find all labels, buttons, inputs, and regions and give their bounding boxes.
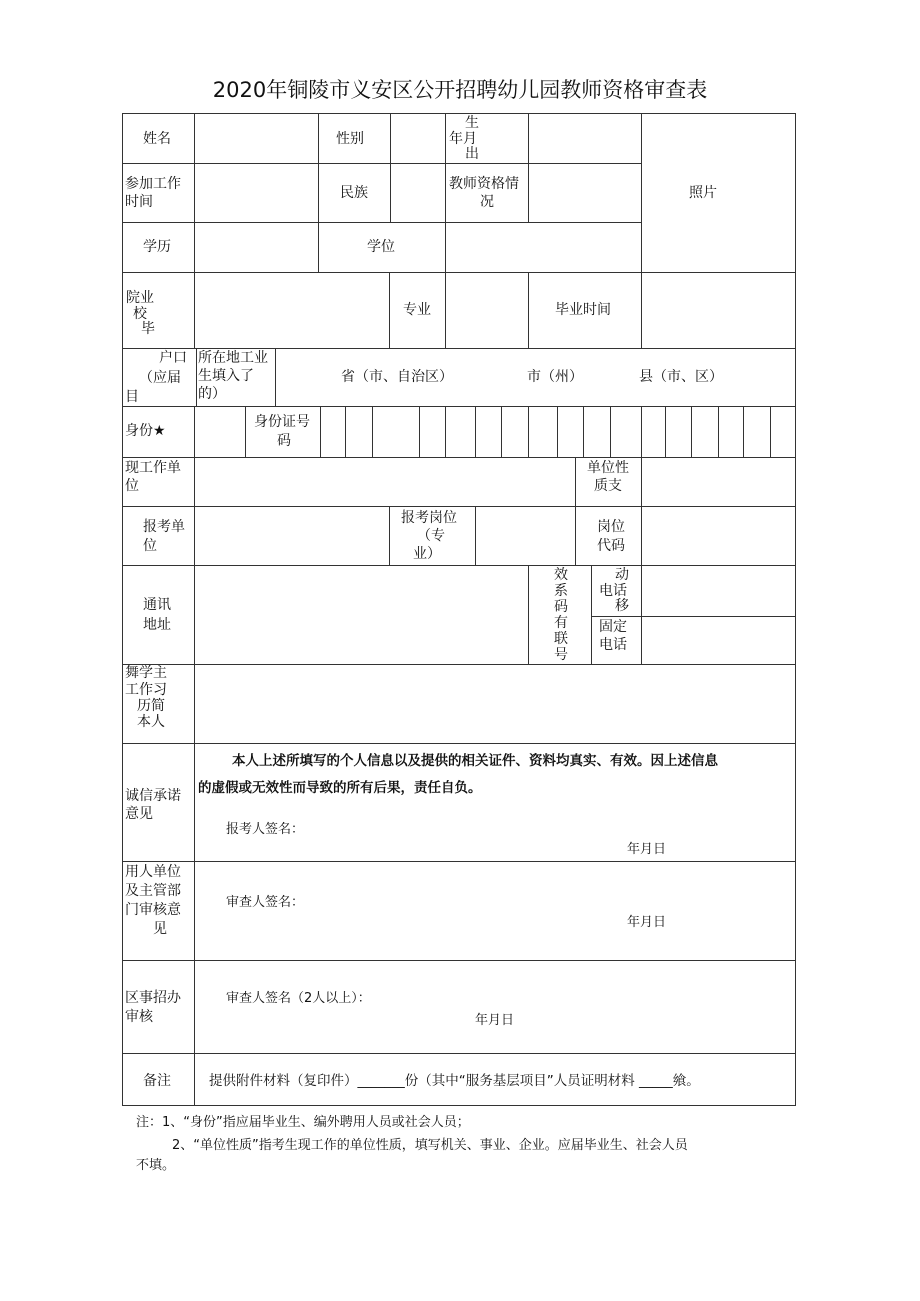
address-label-1: 通讯 [143,597,171,613]
current-unit-label-1: 现工作单 [125,460,181,476]
resume-label-3: 历简 [137,698,165,714]
gender-label: 性别 [336,131,364,147]
row-divider [123,960,795,961]
id-number-label-1: 身份证号 [254,414,310,430]
id-digit-divider [419,406,420,457]
row-divider [123,348,795,349]
column-divider [194,861,195,960]
column-divider [194,272,195,348]
landline-label-2: 电话 [599,637,627,653]
hukou-label-2: （应届 [139,370,181,386]
contact-vertical-1: 效 [554,567,568,583]
district-reviewer-signature-label: 审查人签名（2人以上）： [226,991,371,1006]
column-divider [528,114,529,222]
id-digit-divider [445,406,446,457]
column-divider [194,506,195,565]
resume-label-4: 本人 [137,714,165,730]
id-digit-divider [743,406,744,457]
column-divider [591,565,592,664]
contact-vertical-2: 系 [554,583,568,599]
post-code-label-1: 岗位 [597,519,625,535]
grad-time-label: 毕业时间 [555,302,611,318]
district-date: 年月日 [475,1013,515,1028]
contact-vertical-5: 联 [554,631,568,647]
column-divider [194,457,195,506]
mobile-label-3: 移 [615,598,629,614]
landline-label-1: 固定 [599,619,627,635]
applicant-date: 年月日 [627,842,667,857]
major-label: 专业 [403,302,431,318]
birth-label-bottom: 出 [465,146,479,162]
row-divider [123,457,795,458]
column-divider [320,406,321,457]
column-divider [475,506,476,565]
row-divider [123,1053,795,1054]
row-divider [591,616,795,617]
hukou-sub-label-2: 生填入了 [198,368,254,384]
id-number-label-2: 码 [277,433,291,449]
column-divider [389,272,390,348]
education-label: 学历 [143,239,171,255]
birth-label-mid: 年月 [449,131,477,147]
column-divider [196,348,197,406]
ethnicity-label: 民族 [340,185,368,201]
contact-vertical-6: 号 [554,647,568,663]
column-divider [194,406,195,457]
resume-label-2: 工作习 [125,682,167,698]
row-divider [123,565,795,566]
mobile-label-1: 动 [615,567,629,583]
id-digit-divider [372,406,373,457]
current-unit-label-2: 位 [125,478,139,494]
column-divider [245,406,246,457]
province-label: 省（市、自治区） [341,369,453,385]
column-divider [641,565,642,664]
apply-unit-label-1: 报考单 [143,519,185,535]
note-line-1: 注：1、“身份”指应届毕业生、编外聘用人员或社会人员； [136,1115,470,1130]
column-divider [390,114,391,222]
teacher-cert-label-1: 教师资格情 [449,176,519,192]
photo-label: 照片 [689,185,717,201]
id-digit-divider [475,406,476,457]
note-line-2: 2、“单位性质”指考生现工作的单位性质，填写机关、事业、企业。应届毕业生、社会人员 [172,1138,688,1153]
degree-label: 学位 [367,239,395,255]
id-digit-divider [501,406,502,457]
column-divider [445,114,446,272]
hukou-label-3: 目 [125,389,139,405]
mobile-label-2: 电话 [599,583,627,599]
address-label-2: 地址 [143,617,171,633]
contact-vertical-3: 码 [554,599,568,615]
column-divider [641,506,642,565]
id-digit-divider [345,406,346,457]
column-divider [275,348,276,406]
column-divider [528,272,529,348]
remarks-label: 备注 [143,1073,171,1089]
id-digit-divider [610,406,611,457]
apply-post-label-3: 业） [413,546,441,562]
column-divider [318,114,319,222]
id-digit-divider [718,406,719,457]
id-digit-divider [641,406,642,457]
id-digit-divider [528,406,529,457]
row-divider [123,743,795,744]
column-divider [318,222,319,272]
id-digit-divider [583,406,584,457]
apply-unit-label-2: 位 [143,538,157,554]
row-divider [123,861,795,862]
applicant-signature-label: 报考人签名： [226,822,305,837]
reviewer-date: 年月日 [627,915,667,930]
column-divider [389,506,390,565]
column-divider [194,960,195,1053]
district-review-label-2: 审核 [125,1009,153,1025]
id-digit-divider [665,406,666,457]
attachments-text: 提供附件材料（复印件）_______份（其中“服务基层项目”人员证明材料 _____飨。 [209,1073,700,1089]
pledge-text-line-1: 本人上述所填写的个人信息以及提供的相关证件、资料均真实、有效。因上述信息 [232,753,718,769]
id-digit-divider [770,406,771,457]
name-label: 姓名 [143,131,171,147]
form-title: 2020年铜陵市义安区公开招聘幼儿园教师资格审查表 [212,78,708,102]
work-time-label-1: 参加工作 [125,176,181,192]
county-label: 县（市、区） [639,369,723,385]
column-divider [194,743,195,861]
row-divider [123,664,795,665]
row-divider [123,506,795,507]
unit-nature-label-2: 质支 [594,478,622,494]
id-digit-divider [691,406,692,457]
employer-review-label-1: 用人单位 [125,864,181,880]
id-digit-divider [557,406,558,457]
column-divider [641,272,642,348]
employer-review-label-2: 及主管部 [125,883,181,899]
review-table [122,113,796,1106]
post-code-label-2: 代码 [597,538,625,554]
column-divider [528,565,529,664]
resume-label-1: 舞学主 [125,665,167,681]
city-label: 市（州） [527,369,583,385]
column-divider [194,664,195,743]
work-time-label-2: 时间 [125,194,153,210]
unit-nature-label-1: 单位性 [587,460,629,476]
row-divider [123,272,795,273]
integrity-label-2: 意见 [125,806,153,822]
employer-review-label-4: 见 [153,921,167,937]
school-label-1: 院业 [126,290,154,306]
pledge-text-line-2: 的虚假或无效性而导致的所有后果，责任自负。 [198,780,482,796]
apply-post-label-1: 报考岗位 [401,510,457,526]
row-divider [123,222,641,223]
column-divider [575,506,576,565]
employer-review-label-3: 门审核意 [125,902,181,918]
teacher-cert-label-2: 况 [480,194,494,210]
integrity-label-1: 诚信承诺 [125,788,181,804]
column-divider [575,457,576,506]
column-divider [194,565,195,664]
row-divider [123,163,641,164]
column-divider [641,457,642,506]
apply-post-label-2: （专 [417,528,445,544]
school-label-2: 校 [133,306,147,322]
hukou-sub-label-3: 的） [198,386,226,402]
hukou-label-1: 户口 [159,350,187,366]
reviewer-signature-label: 审查人签名： [226,895,305,910]
identity-label: 身份★ [125,423,166,439]
contact-vertical-4: 有 [554,615,568,631]
row-divider [123,406,795,407]
column-divider [194,1053,195,1105]
birth-label-top: 生 [465,115,479,131]
school-label-3: 毕 [141,321,155,337]
column-divider [445,272,446,348]
note-line-3: 不填。 [136,1158,176,1173]
district-review-label-1: 区事招办 [125,990,181,1006]
hukou-sub-label-1: 所在地工业 [198,350,268,366]
